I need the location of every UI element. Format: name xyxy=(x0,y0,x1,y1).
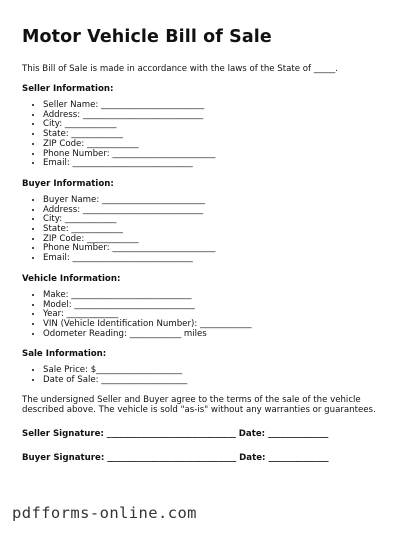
seller-email-field: • Email: ____________________________ xyxy=(43,159,392,169)
vehicle-year-field: • Year: ____________ xyxy=(43,310,392,320)
seller-signature-line: Seller Signature: ______________________________ Date: ______________ xyxy=(22,428,329,439)
seller-phone-field: • Phone Number: ________________________ xyxy=(43,150,392,160)
buyer-email-field: • Email: ____________________________ xyxy=(43,254,392,264)
sale-price-field: • Sale Price: $____________________ xyxy=(43,366,392,376)
seller-heading: Seller Information: xyxy=(22,84,114,94)
intro-text: This Bill of Sale is made in accordance with the laws of the State of _____. xyxy=(22,64,339,74)
vehicle-vin-field: • VIN (Vehicle Identification Number): ____________ xyxy=(43,320,392,330)
buyer-phone-field: • Phone Number: ________________________ xyxy=(43,244,392,254)
seller-address-field: • Address: ____________________________ xyxy=(43,111,392,121)
buyer-zip-field: • ZIP Code: ____________ xyxy=(43,235,392,245)
seller-name-field: • Seller Name: ________________________ xyxy=(43,101,392,111)
buyer-city-field: • City: ____________ xyxy=(43,215,392,225)
vehicle-make-field: • Make: ____________________________ xyxy=(43,291,392,301)
seller-zip-field: • ZIP Code: ____________ xyxy=(43,140,392,150)
buyer-address-field: • Address: ____________________________ xyxy=(43,206,392,216)
document-title: Motor Vehicle Bill of Sale xyxy=(22,27,272,47)
sale-heading: Sale Information: xyxy=(22,349,107,360)
vehicle-odometer-field: • Odometer Reading: ____________ miles xyxy=(43,330,392,340)
buyer-state-field: • State: ____________ xyxy=(43,225,392,235)
seller-state-field: • State: ____________ xyxy=(43,130,392,140)
seller-list xyxy=(22,101,392,169)
vehicle-heading: Vehicle Information: xyxy=(22,273,121,284)
site-watermark: pdfforms-online.com xyxy=(12,504,197,522)
vehicle-model-field: • Model: ____________________________ xyxy=(43,301,392,311)
buyer-heading: Buyer Information: xyxy=(22,178,114,189)
document-page xyxy=(22,26,392,476)
vehicle-list xyxy=(22,291,392,340)
buyer-list xyxy=(22,196,392,264)
seller-city-field: • City: ____________ xyxy=(43,120,392,130)
sale-list xyxy=(22,366,392,385)
buyer-signature-line: Buyer Signature: ______________________________ Date: ______________ xyxy=(22,452,329,463)
buyer-name-field: • Buyer Name: ________________________ xyxy=(43,196,392,206)
sale-date-field: • Date of Sale: ____________________ xyxy=(43,376,392,386)
agreement-text: The undersigned Seller and Buyer agree to the terms of the sale of the vehicle described above. The vehicle is sold "as-is" without any warranties or guarantees. xyxy=(22,394,376,416)
